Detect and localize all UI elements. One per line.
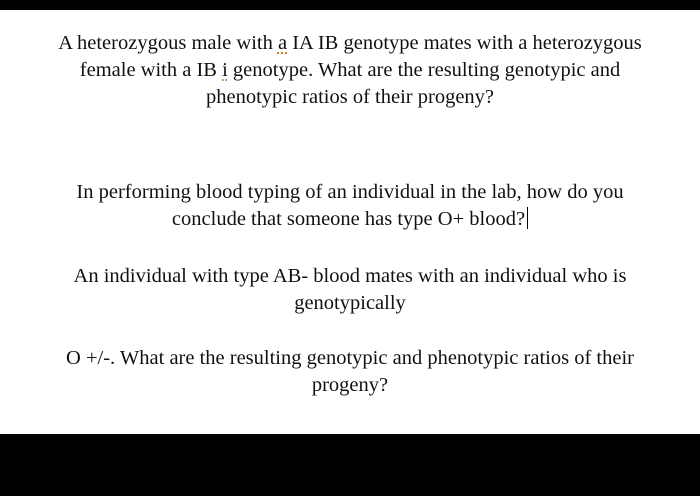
question-1-line-2: female with a IB i genotype. What are the resulting genotypic and [79,59,621,81]
question-1-line-1: A heterozygous male with a IA IB genotype mates with a heterozygous [58,32,642,54]
spellcheck-underlined-word: a [277,32,288,54]
question-3-line-2: genotypically [294,292,406,314]
spellcheck-underlined-word: i [222,59,228,81]
question-4-line-2: progeny? [311,374,389,396]
text-cursor [527,207,528,229]
bottom-letterbox-bar [0,434,700,496]
question-3-line-1: An individual with type AB- blood mates with an individual who is [73,265,627,287]
question-blood-typing[interactable] [10,179,690,233]
top-letterbox-bar [0,0,700,10]
question-2-line-1: In performing blood typing of an individual in the lab, how do you [76,181,624,203]
question-4-line-1: O +/-. What are the resulting genotypic and phenotypic ratios of their [66,347,634,369]
question-1-line-3: phenotypic ratios of their progeny? [205,86,495,108]
question-genotype-cross [10,30,690,111]
question-ab-negative-cross [10,263,690,317]
document-page [0,10,700,434]
question-ratios [10,345,690,399]
question-2-line-2: conclude that someone has type O+ blood? [10,206,690,233]
